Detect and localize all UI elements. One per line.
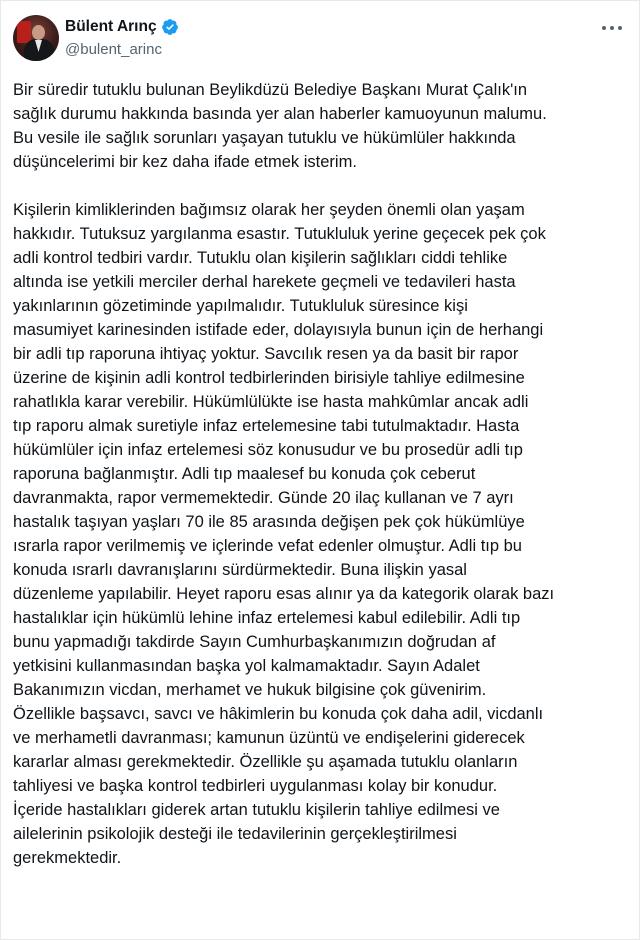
tweet-header <box>13 15 627 67</box>
author-info <box>65 17 179 58</box>
tweet-text <box>13 78 617 870</box>
tweet-paragraph-2: Kişilerin kimliklerinden bağımsız olarak her şeyden önemli olan yaşam hakkıdır. Tutuksuz yargılanma esastır. Tutukluluk yerine geçecek pek çok adli kontrol tedbiri vardır. Tutuklu olan kişilerin sağlıkları ciddi tehlike altında ise yetkili merciler derhal harekete geçmeli ve tedavileri hasta yakınlarının gözetiminde yapılmalıdır. Tutukluluk süresince kişi masumiyet karinesinden istifade eder, dolayısıyla bunun için de herhangi bir adli tıp raporuna ihtiyaç yoktur. Savcılık resen ya da basit bir rapor üzerine de kişinin adli kontrol tedbirlerinden birisiyle tahliye edilmesine rahatlıkla karar verebilir. Hükümlülükte ise hasta mahkûmlar ancak adli tıp raporu almak suretiyle infaz ertelemesine tabi tutulmaktadır. Hasta hükümlüler için infaz ertelemesi söz konusudur ve bu prosedür adli tıp raporuna bağlanmıştır. Adli tıp maalesef bu konuda çok ceberut davranmakta, rapor vermemektedir. Günde 20 ilaç kullanan ve 7 ayrı hastalık taşıyan yaşları 70 ile 85 arasında değişen pek çok hükümlüye ısrarla rapor verilmemiş ve içlerinde vefat edenler olmuştur. Adli tıp bu konuda ısrarlı davranışlarını sürdürmektedir. Buna ilişkin yasal düzenleme yapılabilir. Heyet raporu esas alınır ya da kategorik olarak bazı hastalıklar için hükümlü lehine infaz ertelemesi kabul edilebilir. Adli tıp bunu yapmadığı takdirde Sayın Cumhurbaşkanımızın doğrudan af yetkisini kullanmasından başka yol kalmamaktadır. Sayın Adalet Bakanımızın vicdan, merhamet ve hukuk bilgisine çok güvenirim. Özellikle başsavcı, savcı ve hâkimlerin bu konuda çok daha adil, vicdanlı ve merhametli davranması; kamunun üzüntü ve endişelerini giderecek kararlar alması gerekmektedir. Özellikle şu aşamada tutuklu olanların tahliyesi ve başka kontrol tedbirleri uygulanması kolay bir konudur. İçeride hastalıkları giderek artan tutuklu kişilerin tahliye edilmesi ve ailelerinin psikolojik desteği ile tedavilerinin gerçekleştirilmesi gerekmektedir. <box>13 201 555 867</box>
tweet-paragraph-1: Bir süredir tutuklu bulunan Beylikdüzü Belediye Başkanı Murat Çalık'ın sağlık durumu hakkında basında yer alan haberler kamuoyunun malumu. Bu vesile ile sağlık sorunları yaşayan tutuklu ve hükümlüler hakkında düşüncelerimi bir kez daha ifade etmek isterim. <box>13 81 547 171</box>
author-handle[interactable]: @bulent_arinc <box>65 41 162 58</box>
avatar[interactable] <box>13 15 59 61</box>
author-display-name[interactable]: Bülent Arınç <box>65 18 157 35</box>
verified-badge-icon <box>161 18 179 36</box>
more-options-icon[interactable] <box>601 23 623 33</box>
